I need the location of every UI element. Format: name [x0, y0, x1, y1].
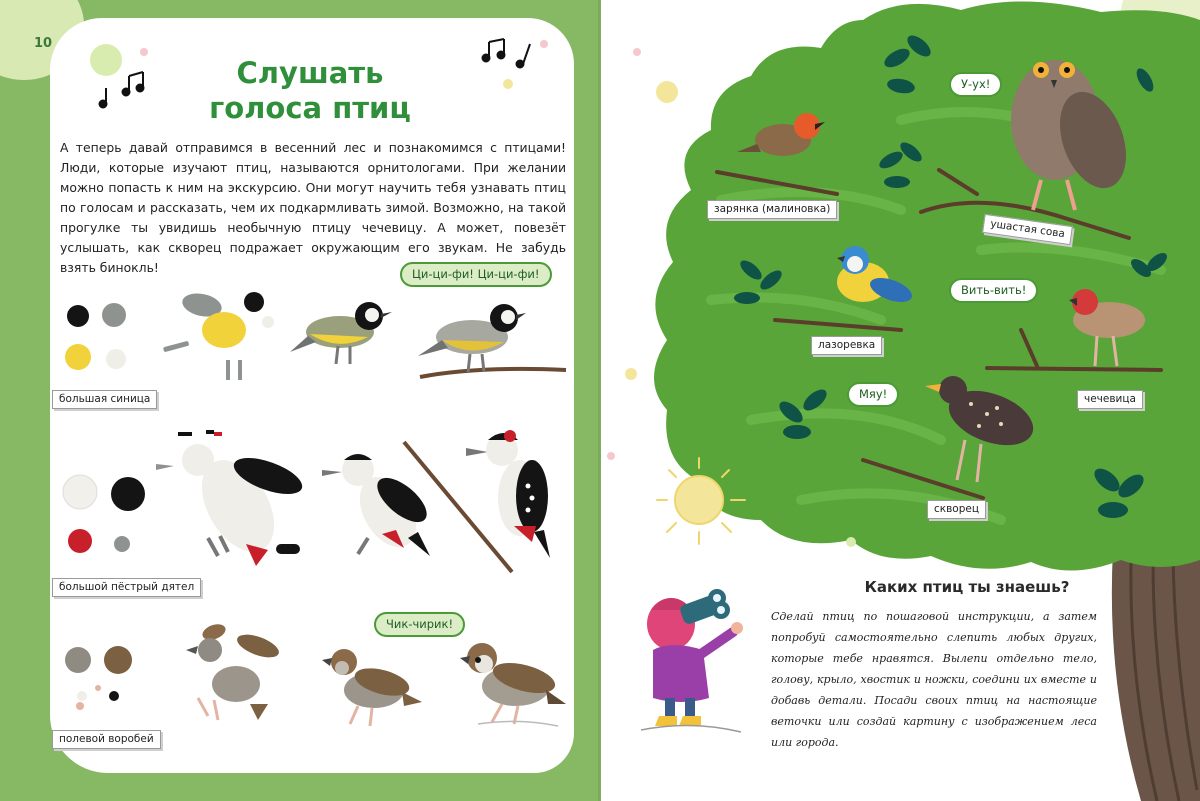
label-blue-tit: лазоревка [811, 336, 882, 355]
intro-paragraph: А теперь давай отправимся в весенний лес и познакомимся с птицами! Люди, которые изучают птиц, называются орнитологами. При желании можно попасть к ним на экскурсию. Они могут научить тебя узнавать птиц по голосам и рассказать, чем их подкармливать зимой. Возможно, на такой прогулке ты увидишь необычную птицу чечевицу. А может, повезёт услышать, как скворец подражает окружающим его звукам. Не забудь взять бинокль! [60, 140, 566, 275]
woodpecker-steps-illustration [58, 426, 578, 576]
speech-bubble-owl: У-ух! [949, 72, 1002, 97]
label-owl: ушастая сова [982, 214, 1073, 245]
label-sparrow: полевой воробей [52, 730, 161, 749]
question-paragraph: Сделай птиц по пошаговой инструкции, а затем попробуй самостоятельно слепить любых других, которые тебе нравятся. Вылепи отдельно тело, голову, крыло, хвостик и ножки, соедини их вместе и добавь детали. Посади своих птиц на настоящие веточки или создай картину с изображением леса или города. [771, 610, 1097, 749]
label-robin: зарянка (малиновка) [707, 200, 837, 219]
speech-bubble-starling: Мяу! [847, 382, 899, 407]
label-great-tit: большая синица [52, 390, 157, 409]
label-starling: скворец [927, 500, 986, 519]
sparrow-steps-illustration [58, 620, 578, 730]
speech-bubble-sparrow: Чик-чирик! [374, 612, 465, 637]
speech-bubble-rosefinch: Вить-вить! [949, 278, 1038, 303]
page-title [0, 56, 601, 126]
label-rosefinch: чечевица [1077, 390, 1143, 409]
speech-bubble-great-tit: Ци-ци-фи! Ци-ци-фи! [400, 262, 552, 287]
title-line-1: Слушать [236, 56, 384, 90]
child-binoculars-illustration [631, 580, 761, 740]
right-page [601, 0, 1200, 801]
question-title: Каких птиц ты знаешь? [864, 578, 1070, 596]
page-number-left: 10 [34, 36, 53, 51]
label-woodpecker: большой пёстрый дятел [52, 578, 201, 597]
title-line-2: голоса птиц [209, 91, 411, 125]
great-tit-steps-illustration [58, 282, 578, 397]
sun-icon [651, 452, 771, 562]
